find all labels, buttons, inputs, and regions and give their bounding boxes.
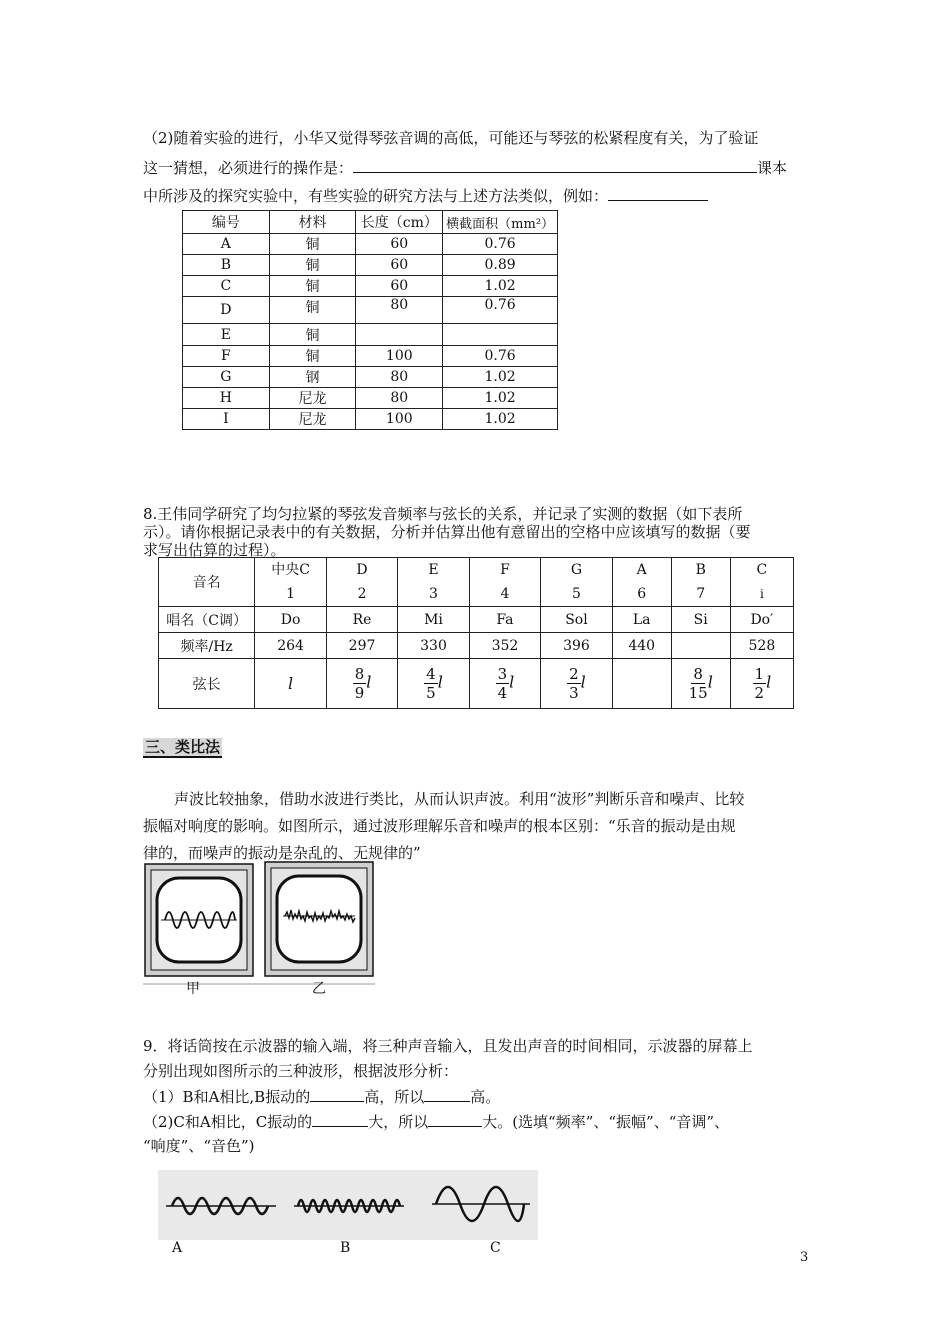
cell: 钢 bbox=[269, 367, 356, 388]
cell: I bbox=[183, 409, 270, 430]
cell bbox=[541, 558, 612, 607]
denominator: 3 bbox=[569, 684, 579, 702]
frequency-table bbox=[158, 557, 794, 709]
note-name: A bbox=[636, 562, 647, 578]
cell: 100 bbox=[356, 409, 443, 430]
cell bbox=[326, 558, 397, 607]
denominator: 2 bbox=[754, 684, 765, 702]
q9-line-5: “响度”、“音色”) bbox=[143, 1137, 255, 1155]
note-name: 中央C bbox=[271, 562, 310, 578]
length-value: l bbox=[288, 674, 294, 693]
length-var: l bbox=[580, 672, 586, 692]
q7-line-3 bbox=[143, 184, 708, 206]
fraction bbox=[689, 665, 708, 702]
cell: Do′ bbox=[730, 607, 793, 633]
cell: 铜 bbox=[269, 234, 356, 255]
cell: C bbox=[183, 276, 270, 297]
note-name: E bbox=[428, 562, 439, 578]
cell: 100 bbox=[356, 346, 443, 367]
cell: E bbox=[183, 324, 270, 346]
cell: Fa bbox=[469, 607, 540, 633]
q7-line-1: （2)随着实验的进行，小华又觉得琴弦音调的高低，可能还与琴弦的松紧程度有关，为了验证 bbox=[143, 129, 759, 147]
q9-q1-text-end: 高。 bbox=[470, 1088, 501, 1106]
fraction bbox=[496, 665, 510, 702]
note-num: 3 bbox=[429, 586, 438, 602]
q9-q2-text-end: 大。(选填“频率”、“振幅”、“音调”、 bbox=[482, 1113, 730, 1131]
cell bbox=[671, 659, 730, 709]
note-num: 6 bbox=[637, 586, 647, 602]
table-row bbox=[183, 297, 558, 324]
cell: 1.02 bbox=[443, 388, 558, 409]
length-var: l bbox=[509, 672, 515, 692]
cell: Mi bbox=[398, 607, 469, 633]
cell: 1.02 bbox=[443, 409, 558, 430]
numerator: 3 bbox=[497, 665, 508, 683]
cell: 铜 bbox=[269, 324, 356, 346]
oscilloscope-figure bbox=[143, 860, 375, 996]
note-name: F bbox=[500, 562, 510, 578]
cell: 0.76 bbox=[443, 346, 558, 367]
length-var: l bbox=[707, 672, 713, 692]
note-name: B bbox=[695, 562, 706, 578]
cell bbox=[612, 558, 671, 607]
cell: 铜 bbox=[269, 276, 356, 297]
cell bbox=[326, 659, 397, 709]
cell bbox=[671, 558, 730, 607]
cell: 80 bbox=[356, 367, 443, 388]
cell: 528 bbox=[730, 633, 793, 659]
q9-line-4 bbox=[143, 1111, 729, 1132]
numerator: 2 bbox=[569, 665, 579, 683]
section3-para-line-2: 振幅对响度的影响。如图所示，通过波形理解乐音和噪声的根本区别：“乐音的振动是由规 bbox=[143, 817, 736, 835]
table-row bbox=[183, 409, 558, 430]
cell: 80 bbox=[356, 297, 443, 324]
fraction bbox=[424, 665, 438, 702]
cell: 352 bbox=[469, 633, 540, 659]
q9-line-1: 9．将话筒按在示波器的输入端，将三种声音输入，且发出声音的时间相同，示波器的屏幕上 bbox=[143, 1037, 753, 1055]
table-row bbox=[183, 324, 558, 346]
cell: 396 bbox=[541, 633, 612, 659]
row-label: 弦长 bbox=[159, 659, 255, 709]
oscilloscope-music-icon bbox=[145, 864, 253, 976]
denominator: 4 bbox=[497, 684, 508, 702]
cell bbox=[469, 558, 540, 607]
q7-line-2-end: 课本 bbox=[757, 159, 788, 177]
table-row bbox=[183, 388, 558, 409]
numerator: 1 bbox=[754, 665, 765, 683]
q9-q2-text-mid: 大，所以 bbox=[368, 1113, 429, 1131]
cell bbox=[398, 558, 469, 607]
cell: 1.02 bbox=[443, 276, 558, 297]
fraction bbox=[353, 665, 367, 702]
cell: 铜 bbox=[269, 346, 356, 367]
cell bbox=[469, 659, 540, 709]
denominator: 15 bbox=[688, 684, 708, 702]
q9-blank-2[interactable] bbox=[424, 1086, 470, 1102]
table-row bbox=[183, 234, 558, 255]
oscilloscope-noise-icon bbox=[265, 862, 373, 976]
denominator: 5 bbox=[426, 684, 436, 702]
cell bbox=[255, 659, 326, 709]
cell: Do bbox=[255, 607, 326, 633]
note-name: C bbox=[756, 562, 768, 578]
cell: F bbox=[183, 346, 270, 367]
section-title-analogy: 三、类比法 bbox=[145, 738, 221, 756]
note-name: D bbox=[356, 562, 368, 578]
q9-blank-3[interactable] bbox=[312, 1111, 368, 1127]
cell: 60 bbox=[356, 276, 443, 297]
cell: A bbox=[183, 234, 270, 255]
cell bbox=[255, 558, 326, 607]
cell: B bbox=[183, 255, 270, 276]
cell: 60 bbox=[356, 234, 443, 255]
fraction bbox=[567, 665, 581, 702]
cell: D bbox=[183, 297, 270, 324]
section3-para-line-1: 声波比较抽象，借助水波进行类比，从而认识声波。利用“波形”判断乐音和噪声、比较 bbox=[174, 790, 745, 808]
q9-blank-1[interactable] bbox=[310, 1086, 364, 1102]
cell bbox=[730, 558, 793, 607]
cell: 尼龙 bbox=[269, 409, 356, 430]
cell-empty[interactable] bbox=[443, 324, 558, 346]
figure-label-jia: 甲 bbox=[186, 981, 200, 997]
section3-para-line-3: 律的，而噪声的振动是杂乱的、无规律的” bbox=[143, 844, 421, 862]
figure-label-yi: 乙 bbox=[312, 981, 326, 997]
cell: 440 bbox=[612, 633, 671, 659]
cell: 0.89 bbox=[443, 255, 558, 276]
cell: 297 bbox=[326, 633, 397, 659]
note-name: G bbox=[570, 562, 583, 578]
denominator: 9 bbox=[354, 684, 365, 702]
q7-line-3-text: 中所涉及的探究实验中，有些实验的研究方法与上述方法类似，例如： bbox=[143, 187, 609, 205]
q9-blank-4[interactable] bbox=[428, 1111, 482, 1127]
row-label: 唱名（C调） bbox=[159, 607, 255, 633]
cell: 0.76 bbox=[443, 297, 558, 324]
cell-empty[interactable] bbox=[356, 324, 443, 346]
q8-line-3: 求写出估算的过程）。 bbox=[143, 541, 286, 559]
q7-answer-blank-1[interactable] bbox=[353, 156, 757, 173]
waveform-label-b: B bbox=[340, 1240, 351, 1256]
cell bbox=[730, 659, 793, 709]
cell: Sol bbox=[541, 607, 612, 633]
cell: 60 bbox=[356, 255, 443, 276]
table-row bbox=[183, 367, 558, 388]
q9-q2-text: （2)C和A相比，C振动的 bbox=[143, 1113, 313, 1131]
numerator: 4 bbox=[426, 665, 436, 683]
table-row-freq bbox=[159, 633, 794, 659]
note-num: 2 bbox=[357, 586, 367, 602]
numerator: 8 bbox=[354, 665, 365, 683]
cell: 264 bbox=[255, 633, 326, 659]
table-row-note-name bbox=[159, 558, 794, 607]
note-num: 5 bbox=[571, 586, 581, 602]
table-row-sing bbox=[159, 607, 794, 633]
note-num: 4 bbox=[500, 586, 510, 602]
table-row bbox=[183, 276, 558, 297]
note-num: 7 bbox=[696, 586, 706, 602]
col-header-id: 编号 bbox=[183, 211, 270, 234]
cell: 铜 bbox=[269, 255, 356, 276]
note-num: i bbox=[759, 587, 764, 601]
row-label: 频率/Hz bbox=[159, 633, 255, 659]
q8-line-2: 示）。请你根据记录表中的有关数据，分析并估算出他有意留出的空格中应该填写的数据（要 bbox=[143, 523, 751, 541]
waveform-label-a: A bbox=[172, 1240, 183, 1256]
waveform-figure bbox=[158, 1170, 538, 1240]
length-var: l bbox=[437, 672, 443, 692]
q7-line-2 bbox=[143, 156, 787, 178]
q9-line-2: 分别出现如图所示的三种波形，根据波形分析： bbox=[143, 1062, 459, 1080]
q9-line-3 bbox=[143, 1086, 500, 1107]
cell: 1.02 bbox=[443, 367, 558, 388]
cell: H bbox=[183, 388, 270, 409]
cell bbox=[541, 659, 612, 709]
row-label: 音名 bbox=[159, 558, 255, 607]
cell: 80 bbox=[356, 388, 443, 409]
page-number: 3 bbox=[800, 1250, 809, 1265]
numerator: 8 bbox=[693, 665, 703, 683]
cell: Re bbox=[326, 607, 397, 633]
cell-empty[interactable] bbox=[671, 633, 730, 659]
cell: 尼龙 bbox=[269, 388, 356, 409]
cell-empty[interactable] bbox=[612, 659, 671, 709]
q8-line-1: 8.王伟同学研究了均匀拉紧的琴弦发音频率与弦长的关系，并记录了实测的数据（如下表所 bbox=[143, 505, 743, 523]
cell: La bbox=[612, 607, 671, 633]
table-row bbox=[183, 255, 558, 276]
cell: 铜 bbox=[269, 297, 356, 324]
table-row bbox=[183, 346, 558, 367]
cell: Si bbox=[671, 607, 730, 633]
col-header-length: 长度（cm） bbox=[356, 211, 443, 234]
length-var: l bbox=[766, 672, 772, 692]
col-header-area: 横截面积（mm²） bbox=[443, 211, 558, 234]
q9-q1-text: （1）B和A相比,B振动的 bbox=[143, 1088, 311, 1106]
cell: G bbox=[183, 367, 270, 388]
q7-answer-blank-2[interactable] bbox=[608, 184, 708, 201]
length-var: l bbox=[366, 672, 372, 692]
waveform-label-c: C bbox=[490, 1240, 501, 1256]
fraction bbox=[753, 665, 767, 702]
string-material-table bbox=[182, 210, 558, 430]
cell: 0.76 bbox=[443, 234, 558, 255]
cell: 330 bbox=[398, 633, 469, 659]
col-header-material: 材料 bbox=[269, 211, 356, 234]
q7-line-2-text: 这一猜想，必须进行的操作是： bbox=[143, 159, 354, 177]
table-row-length bbox=[159, 659, 794, 709]
q9-q1-text-mid: 高，所以 bbox=[364, 1088, 425, 1106]
note-num: 1 bbox=[286, 586, 296, 602]
cell bbox=[398, 659, 469, 709]
